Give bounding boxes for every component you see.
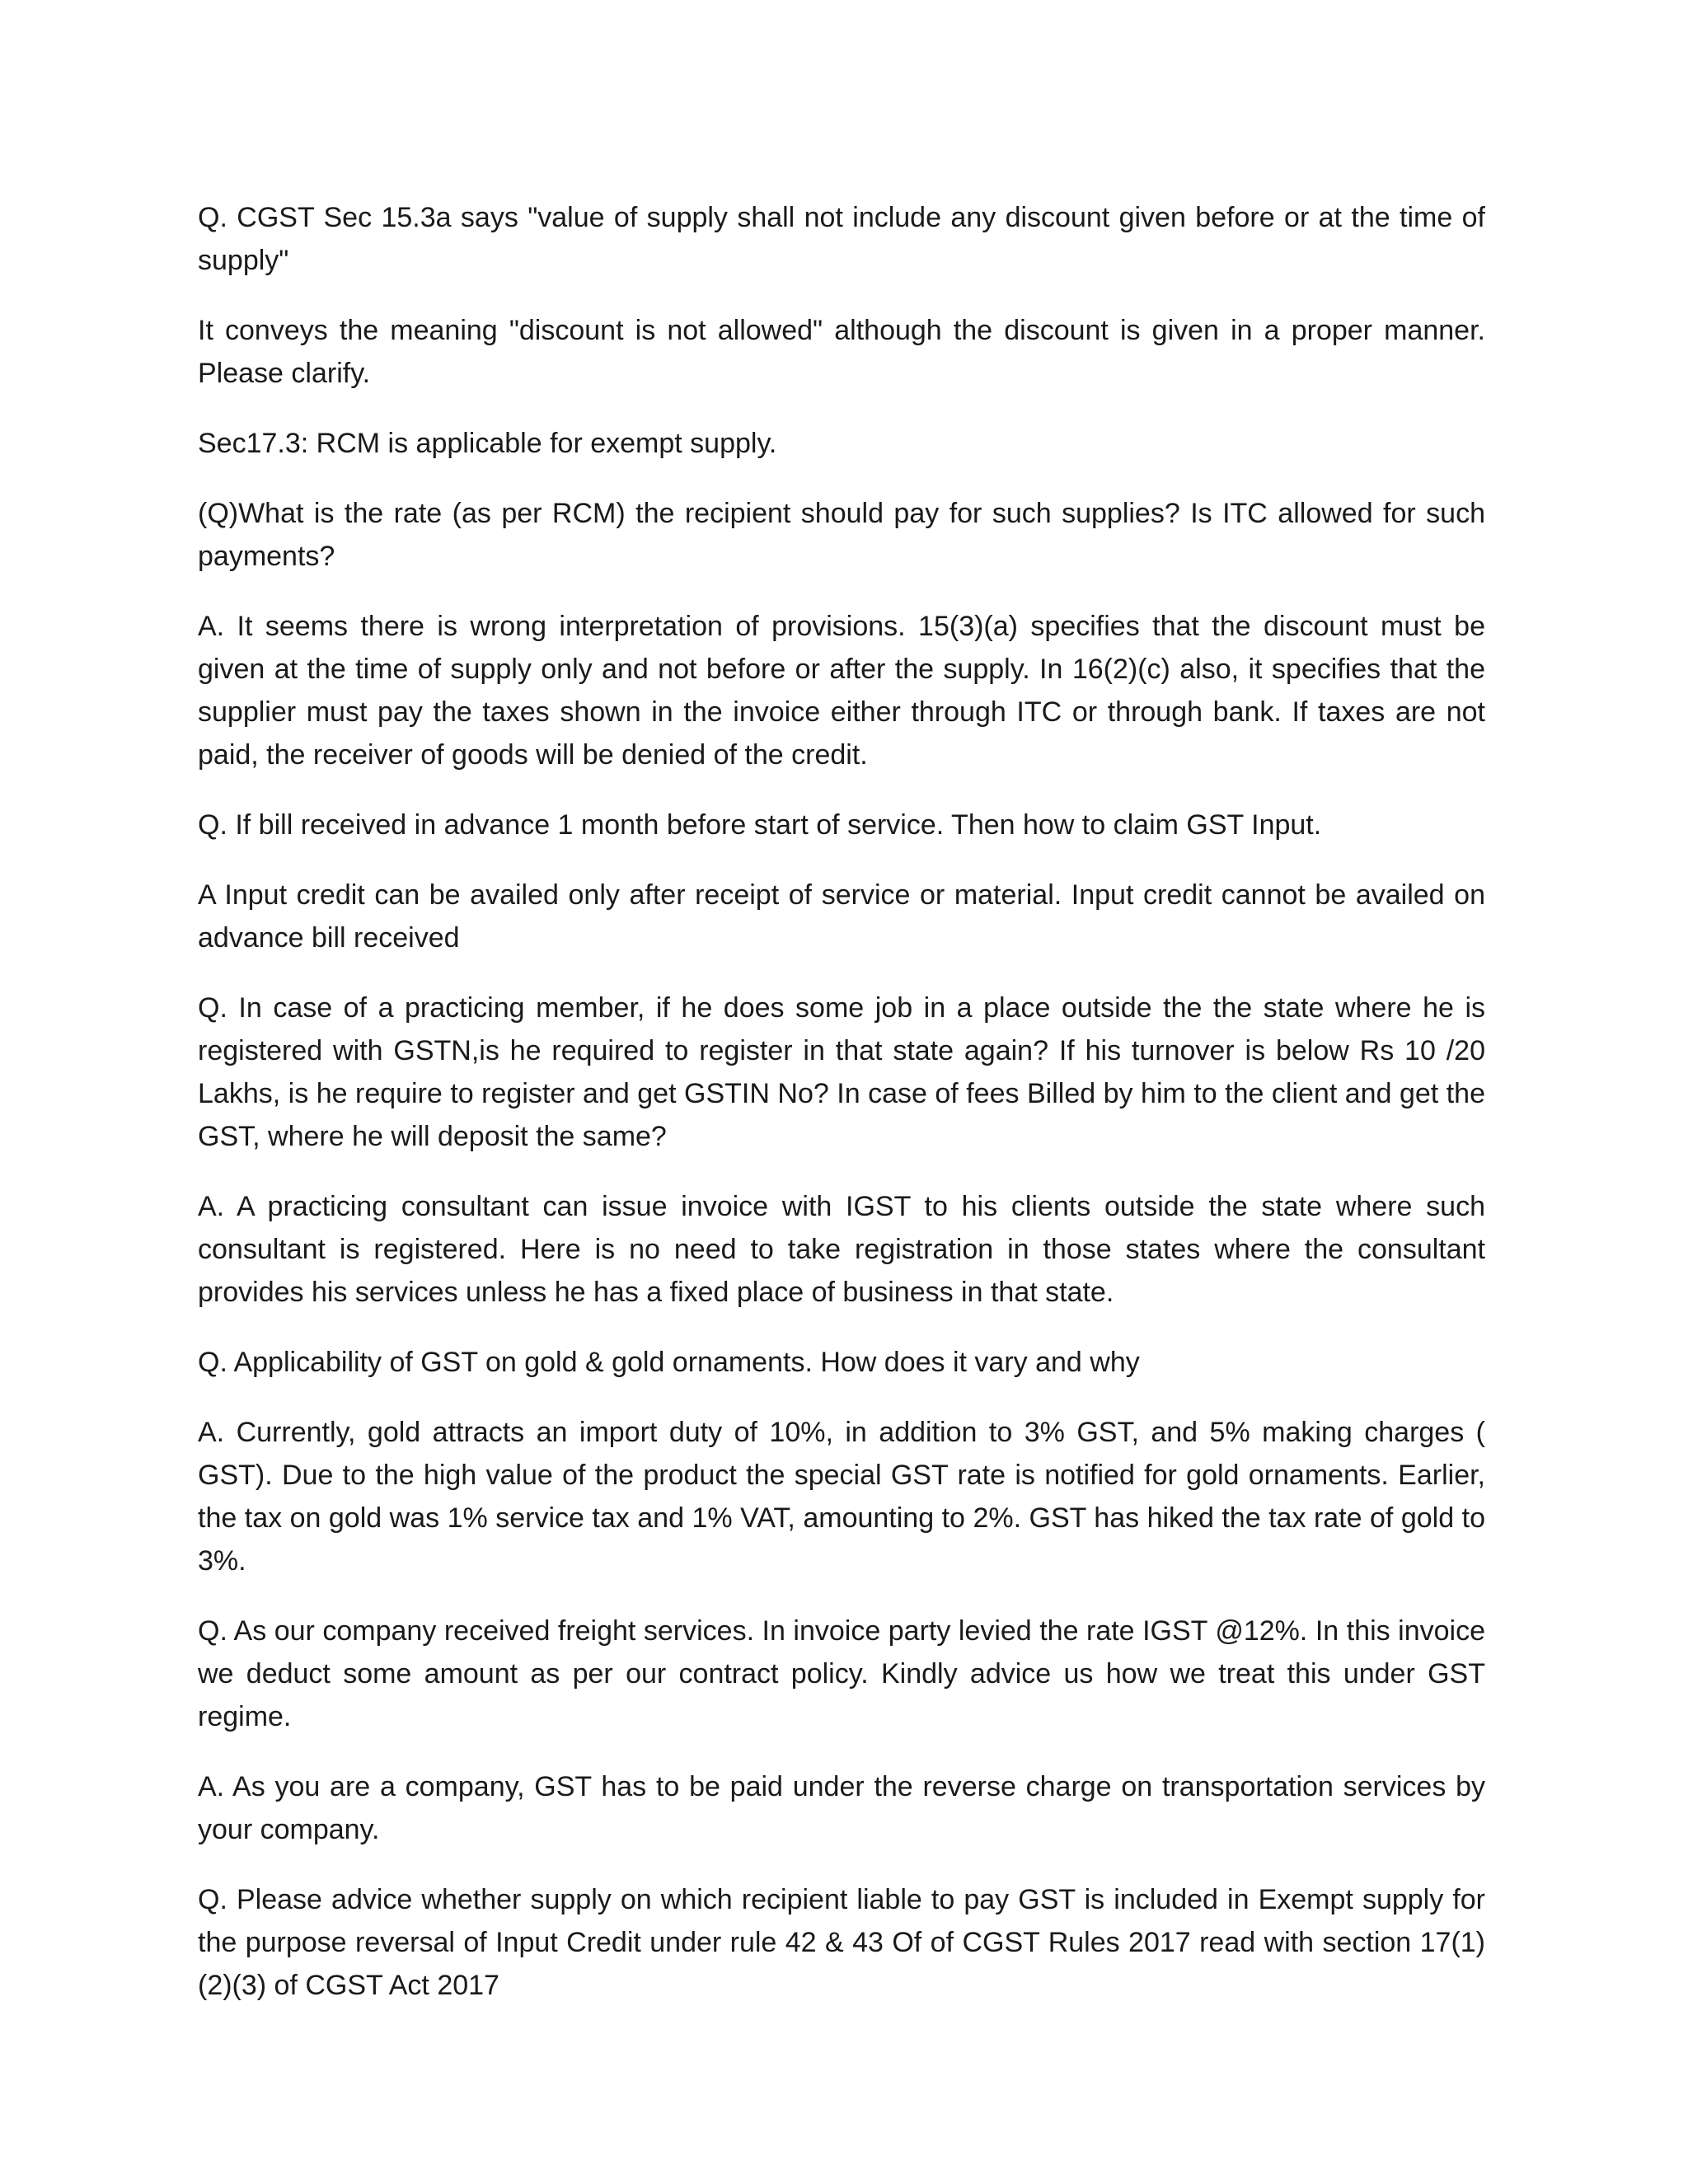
question-advance-bill: Q. If bill received in advance 1 month before start of service. Then how to claim GST Input. — [198, 809, 1322, 841]
question-practicing-member: Q. In case of a practicing member, if he does some job in a place outside the the state where he is registered with GSTN,is he required to register in that state again? If his turnover is below Rs 10 /20 Lakhs, is he require to register and get GSTIN No? In case of fees Billed by him to the client and get the GST, where he will deposit the same? — [198, 992, 1485, 1152]
question-exempt-supply-reversal: Q. Please advice whether supply on which recipient liable to pay GST is included in Exempt supply for the purpose reversal of Input Credit under rule 42 & 43 Of of CGST Rules 2017 read with section 17(1)(2)(3) of CGST Act 2017 — [198, 1884, 1485, 2001]
answer-practicing-consultant: A. A practicing consultant can issue invoice with IGST to his clients outside the state where such consultant is registered. Here is no need to take registration in those states where the consultant provides his services unless he has a fixed place of business in that state. — [198, 1191, 1485, 1308]
answer-discount-interpretation: A. It seems there is wrong interpretation of provisions. 15(3)(a) specifies that the discount must be given at the time of supply only and not before or after the supply. In 16(2)(c) also, it specifies that the supplier must pay the taxes shown in the invoice either through ITC or through bank. If taxes are not paid, the receiver of goods will be denied of the credit. — [198, 611, 1485, 771]
question-freight-services: Q. As our company received freight services. In invoice party levied the rate IGST @12%. In this invoice we deduct some amount as per our contract policy. Kindly advice us how we treat this under GST regime. — [198, 1615, 1485, 1732]
answer-gold-gst: A. Currently, gold attracts an import duty of 10%, in addition to 3% GST, and 5% making charges ( GST). Due to the high value of the product the special GST rate is notified for gold ornaments. Earlier, the tax on gold was 1% service tax and 1% VAT, amounting to 2%. GST has hiked the tax rate of gold to 3%. — [198, 1417, 1485, 1577]
answer-advance-bill: A Input credit can be availed only after receipt of service or material. Input credit cannot be availed on advance bill received — [198, 879, 1485, 954]
question-discount-clarify: It conveys the meaning "discount is not allowed" although the discount is given in a proper manner. Please clarify. — [198, 315, 1485, 389]
question-cgst-15-3a: Q. CGST Sec 15.3a says "value of supply shall not include any discount given before or at the time of supply" — [198, 202, 1485, 276]
answer-freight-services: A. As you are a company, GST has to be paid under the reverse charge on transportation services by your company. — [198, 1771, 1485, 1845]
question-rcm-rate-itc: (Q)What is the rate (as per RCM) the recipient should pay for such supplies? Is ITC allowed for such payments? — [198, 498, 1485, 572]
question-sec17-3-rcm: Sec17.3: RCM is applicable for exempt supply. — [198, 428, 777, 459]
document-body — [198, 196, 1485, 2034]
question-gold-gst: Q. Applicability of GST on gold & gold ornaments. How does it vary and why — [198, 1347, 1140, 1378]
